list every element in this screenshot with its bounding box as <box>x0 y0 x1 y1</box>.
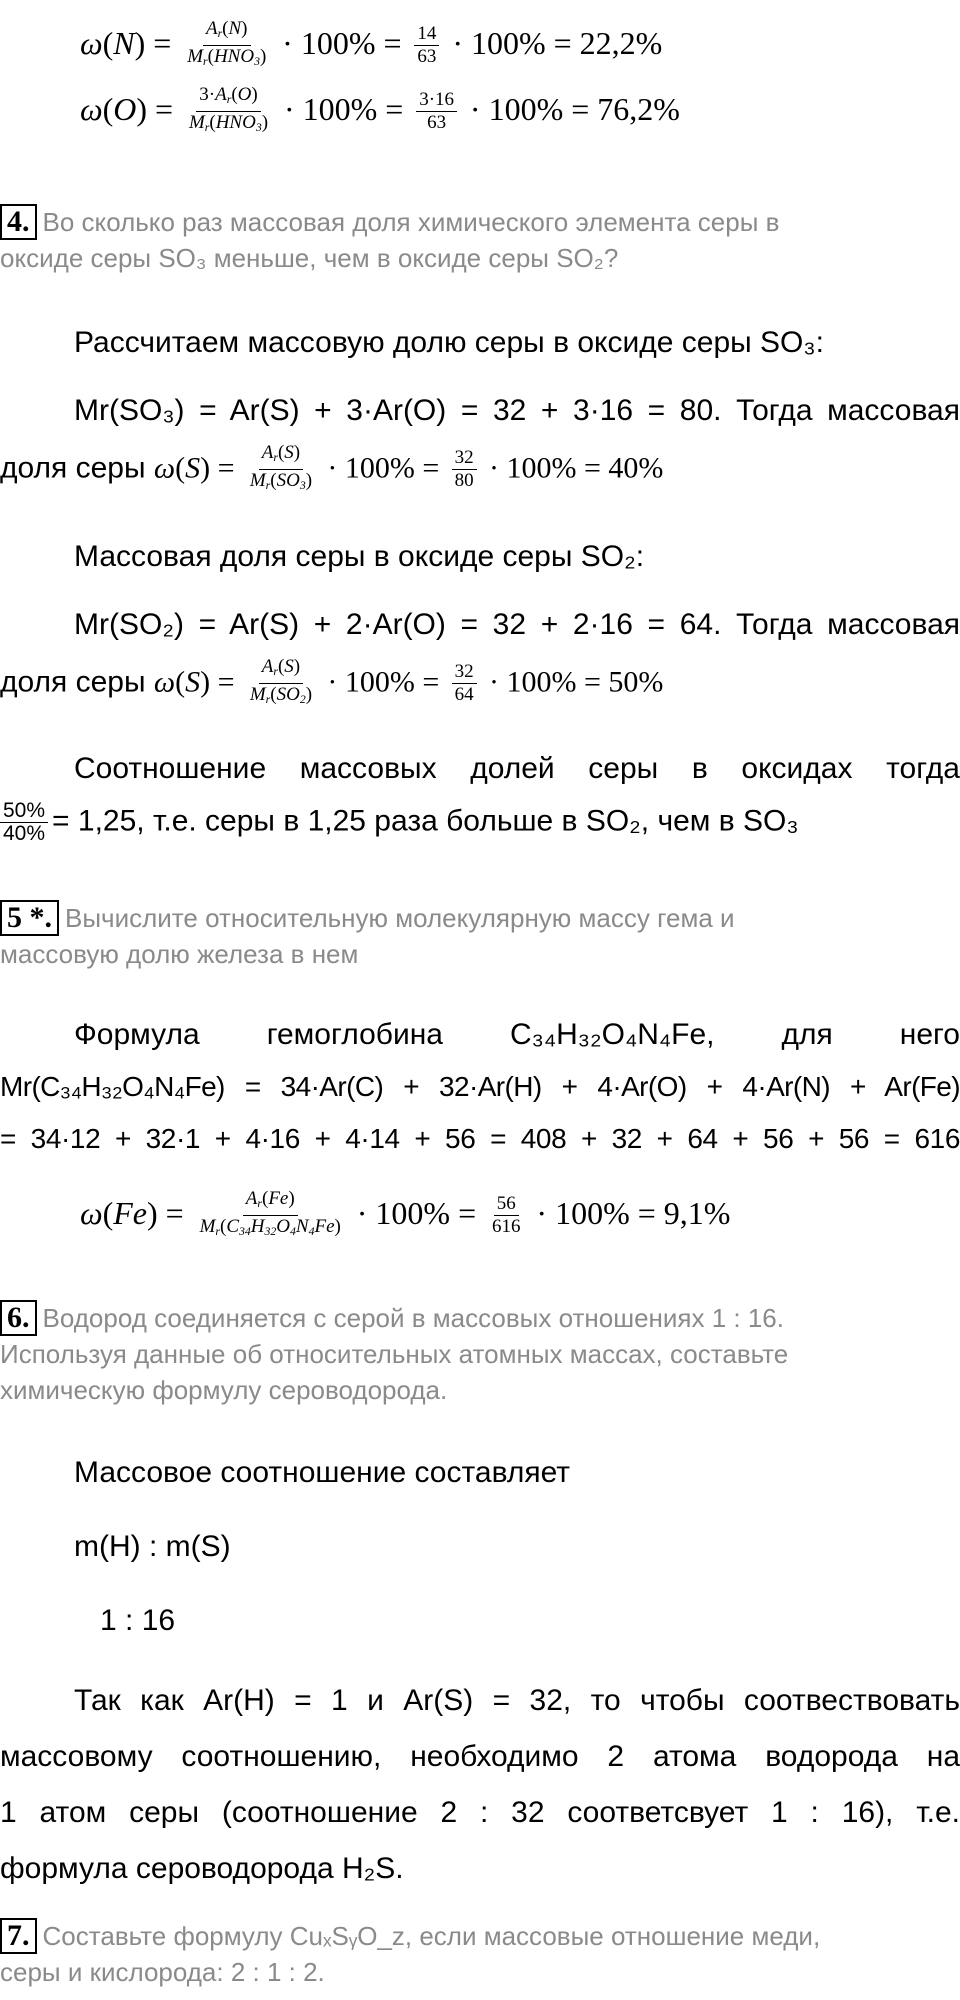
task6-question: 6. Водород соединяется с серой в массовых отношениях 1 : 16. Используя данные об относительных атомных массах, составьте химическую формулу сероводорода. <box>0 1301 789 1405</box>
task5-line2: Mr(C₃₄H₃₂O₄N₄Fe) = 34·Ar(C) + 32·Ar(H) + 4·Ar(O) + 4·Ar(N) + Ar(Fe) <box>0 1071 960 1102</box>
task6-number: 6. <box>0 1300 37 1336</box>
fraction-ar-s-over-mr-so2: $\frac{A_r(S)}{M_r(SO_2)}$ <box>249 656 313 706</box>
fraction-32-80: $\frac{32}{80}$ <box>452 447 477 492</box>
task5-question: 5 *. Вычислите относительную молекулярную массу гема и массовую долю железа в нем <box>0 901 735 969</box>
formula-omega-fe: ω(Fe) = $\frac{A_r(Fe)}{M_r(C_{34}H_{32}O_4N_4Fe)}$ · 100% = $\frac{56}{616}$ · 100% = 9,1% <box>80 1188 940 1243</box>
task6-p4-line3: 1 атом серы (соотношение 2 : 32 соответсвует 1 : 16), т.е. <box>0 1796 960 1829</box>
task6-p4-line4: формула сероводорода H₂S. <box>0 1852 404 1885</box>
task5-line3: = 34·12 + 32·1 + 4·16 + 4·14 + 56 = 408 + 32 + 64 + 56 + 56 = 616 <box>0 1123 960 1154</box>
task4-p1: Рассчитаем массовую долю серы в оксиде серы SO₃: <box>74 326 824 359</box>
task4-p4-line1: Mr(SO₂) = Ar(S) + 2·Ar(O) = 32 + 2·16 = 64. Тогда массовая <box>74 608 960 641</box>
task6-p3: 1 : 16 <box>100 1604 176 1637</box>
formula-omega-o: ω(O) = $\frac{3\cdot A_r(O)}{M_r(HNO_3)}$ · 100% = $\frac{3\cdot 16}{63}$ · 100% = 76,2% <box>80 84 880 139</box>
task4-p3: Массовая доля серы в оксиде серы SO₂: <box>74 540 645 573</box>
task5-line1: Формула гемоглобина C₃₄H₃₂O₄N₄Fe, для него <box>74 1018 960 1051</box>
task4-p5-line2: $\frac{50\%}{40\%}$ = 1,25, т.е. серы в 1,25 раза больше в SO₂, чем в SO₃ <box>0 800 960 845</box>
task7-question: 7. Составьте формулу CuₓSᵧO_z, если массовые отношение меди, серы и кислорода: 2 : 1 : 2. <box>0 1919 821 1987</box>
task4-p5-line1: Соотношение массовых долей серы в оксидах тогда <box>74 752 960 785</box>
fraction-3x16-63: $\frac{3\cdot 16}{63}$ <box>416 89 457 134</box>
fraction-ar-s-over-mr-so3: $\frac{A_r(S)}{M_r(SO_3)}$ <box>249 442 313 492</box>
fraction-32-64: $\frac{32}{64}$ <box>452 661 477 706</box>
task6-p2: m(H) : m(S) <box>74 1530 231 1563</box>
task6-p1: Массовое соотношение составляет <box>74 1456 571 1489</box>
fraction-50-40: $\frac{50\%}{40\%}$ <box>0 800 48 845</box>
task4-question: 4. Во сколько раз массовая доля химического элемента серы в оксиде серы SO₃ меньше, чем в оксиде серы SO₂? <box>0 205 780 273</box>
task4-number: 4. <box>0 204 37 240</box>
formula-omega-n: ω(N) = $\frac{A_r(N)}{M_r(HNO_3)}$ · 100% = $\frac{14}{63}$ · 100% = 22,2% <box>80 18 880 73</box>
task5-number: 5 *. <box>0 900 59 936</box>
task7-number: 7. <box>0 1918 37 1954</box>
task4-p2-line2: доля серы ω(S) = $\frac{A_r(S)}{M_r(SO_3)}$ · 100% = $\frac{32}{80}$ · 100% = 40% <box>0 442 960 497</box>
fraction-3ar-o-over-mr-hno3: $\frac{3\cdot A_r(O)}{M_r(HNO_3)}$ <box>188 84 269 134</box>
task6-p4-line2: массовому соотношению, необходимо 2 атома водорода на <box>0 1740 960 1773</box>
task6-p4-line1: Так как Ar(H) = 1 и Ar(S) = 32, то чтобы соотвествовать <box>74 1684 960 1717</box>
fraction-14-63: $\frac{14}{63}$ <box>414 23 439 68</box>
fraction-ar-n-over-mr-hno3: $\frac{A_r(N)}{M_r(HNO_3)}$ <box>187 18 267 68</box>
fraction-56-616: $\frac{56}{616}$ <box>492 1193 521 1238</box>
task4-p2-line1: Mr(SO₃) = Ar(S) + 3·Ar(O) = 32 + 3·16 = 80. Тогда массовая <box>74 394 960 427</box>
task4-p4-line2: доля серы ω(S) = $\frac{A_r(S)}{M_r(SO_2)}$ · 100% = $\frac{32}{64}$ · 100% = 50% <box>0 656 960 711</box>
fraction-ar-fe-over-mr-heme: $\frac{A_r(Fe)}{M_r(C_{34}H_{32}O_4N_4Fe)}$ <box>199 1188 341 1238</box>
